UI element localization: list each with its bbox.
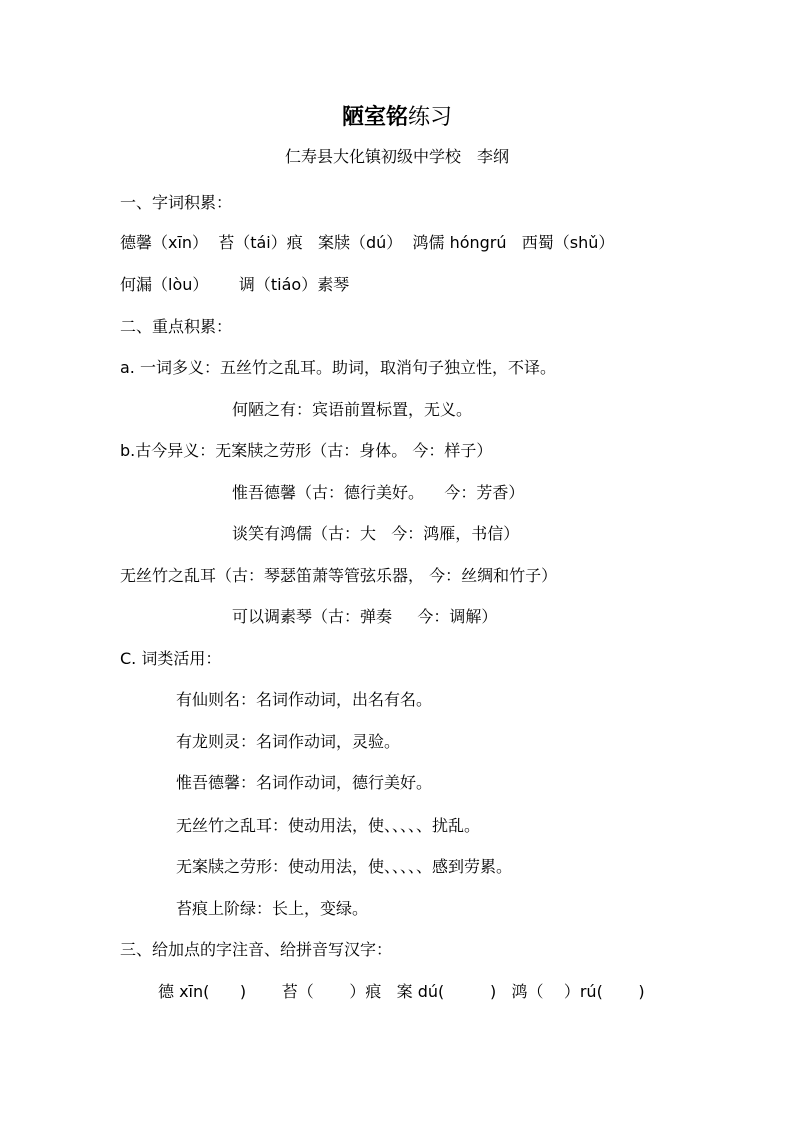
word-class-line-5: 无案牍之劳形：使动用法，使、、、、、感到劳累。 — [176, 857, 513, 876]
polysemy-line-1: a. 一词多义：五丝竹之乱耳。助词，取消句子独立性，不译。 — [120, 358, 556, 377]
ancient-modern-line-5: 可以调素琴（古：弹奏 今：调解） — [232, 607, 498, 626]
word-class-line-3: 惟吾德馨：名词作动词，德行美好。 — [176, 773, 433, 792]
word-class-line-4: 无丝竹之乱耳：使动用法，使、、、、、扰乱。 — [176, 816, 481, 835]
ancient-modern-line-2: 惟吾德馨（古：德行美好。 今：芳香） — [232, 483, 525, 502]
ancient-modern-line-1: b.古今异义：无案牍之劳形（古：身体。 今：样子） — [120, 441, 493, 460]
word-class-line-2: 有龙则灵：名词作动词，灵验。 — [176, 732, 401, 751]
title-normal-part: 练习 — [408, 105, 453, 130]
title-bold-part: 陋室铭 — [341, 105, 408, 130]
ancient-modern-line-4: 无丝竹之乱耳（古：琴瑟笛萧等管弦乐器， 今：丝绸和竹子） — [120, 566, 558, 585]
vocab-line-1: 德馨（xīn） 苔（tái）痕 案牍（dú） 鸿儒 hóngrú 西蜀（shǔ） — [120, 233, 615, 252]
word-class-heading: C. 词类活用： — [120, 649, 222, 668]
word-class-line-1: 有仙则名：名词作动词，出名有名。 — [176, 690, 433, 709]
section-2-heading: 二、重点积累： — [120, 317, 233, 336]
author-line: 仁寿县大化镇初级中学校 李纲 — [284, 147, 509, 166]
exercise-line-1: 德 xīn( ) 苔（ ）痕 案 dú( ) 鸿（ ）rú( ) — [158, 982, 645, 1001]
section-3-heading: 三、给加点的字注音、给拼音写汉字： — [120, 940, 393, 959]
vocab-line-2: 何漏（lòu） 调（tiáo）素琴 — [120, 275, 350, 294]
word-class-line-6: 苔痕上阶绿：长上，变绿。 — [176, 899, 369, 918]
section-1-heading: 一、字词积累： — [120, 193, 233, 212]
page-title — [0, 103, 794, 133]
ancient-modern-line-3: 谈笑有鸿儒（古：大 今：鸿雁，书信） — [232, 524, 520, 543]
polysemy-line-2: 何陋之有：宾语前置标置，无义。 — [232, 400, 473, 419]
